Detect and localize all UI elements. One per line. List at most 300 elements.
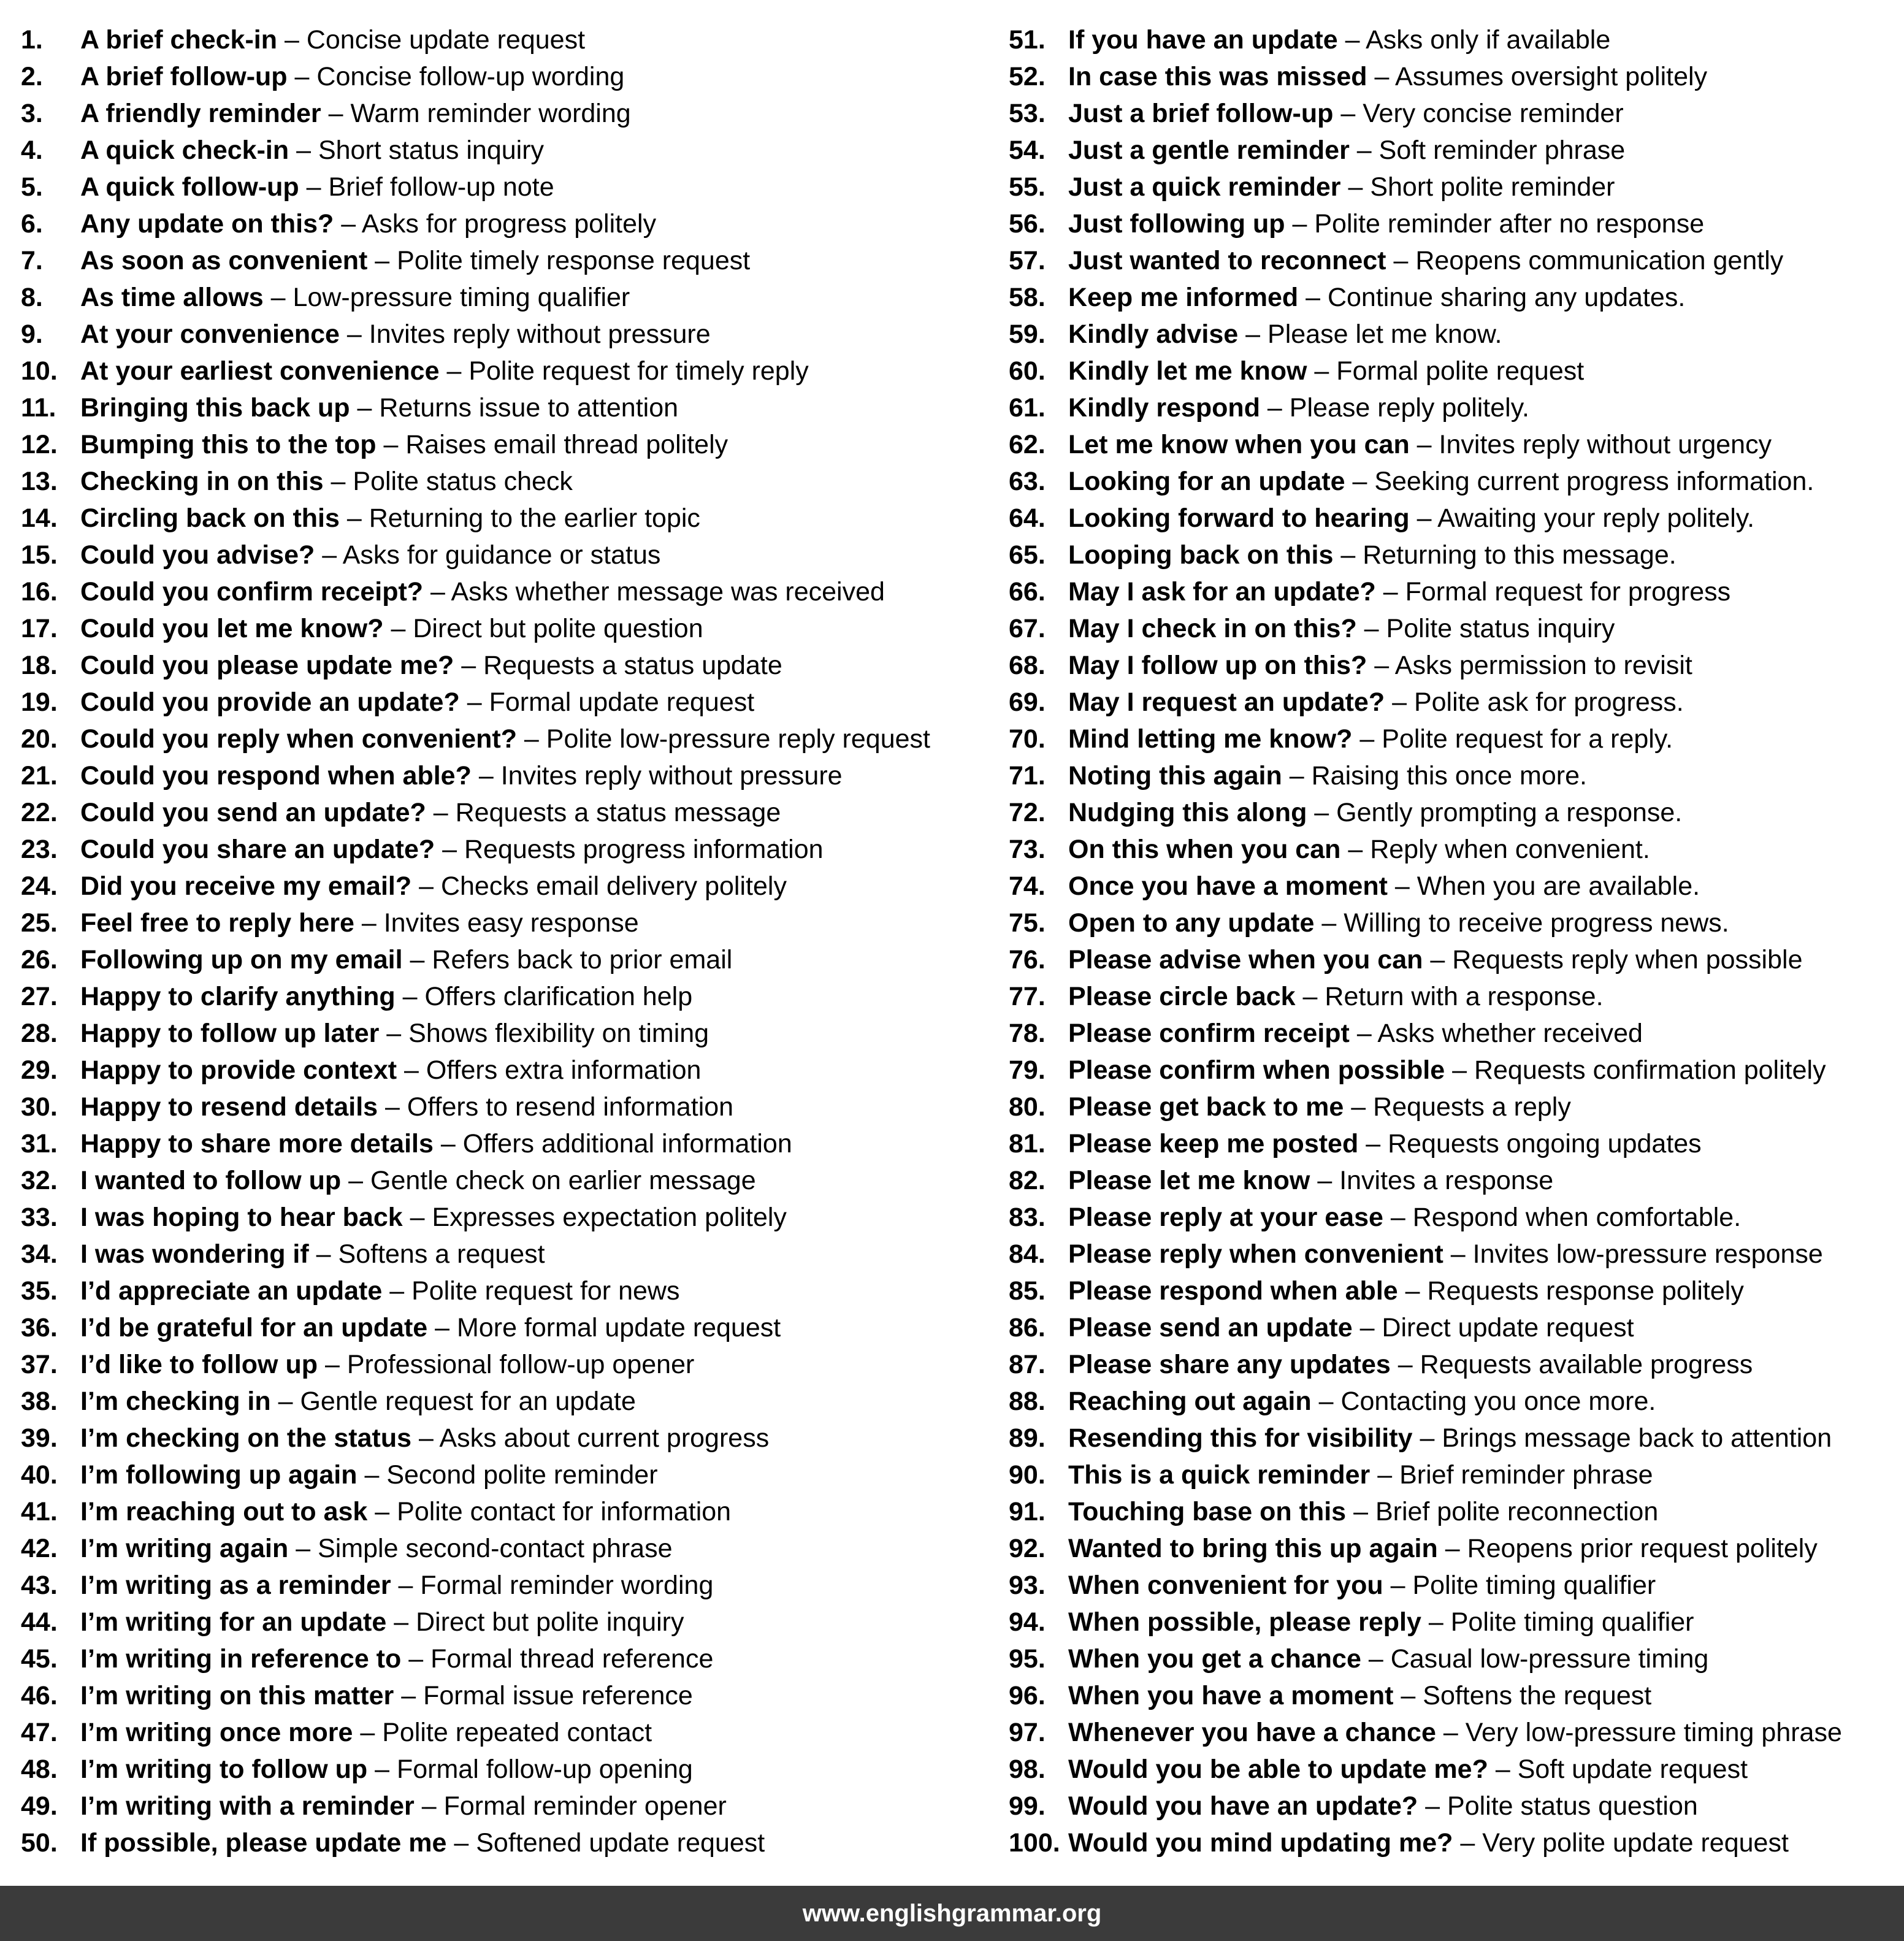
item-phrase: A quick check-in	[80, 136, 289, 165]
item-separator: –	[1425, 1791, 1440, 1821]
item-separator: –	[1348, 835, 1363, 864]
item-number: 43.	[21, 1571, 58, 1600]
item-separator: –	[1345, 25, 1360, 55]
item-separator: –	[1401, 1681, 1416, 1710]
list-item	[21, 978, 977, 1015]
item-separator: –	[421, 1791, 437, 1821]
item-description: Willing to receive progress news.	[1344, 908, 1729, 938]
list-item	[1009, 1199, 1892, 1236]
item-description: Polite timing qualifier	[1412, 1571, 1656, 1600]
item-separator: –	[1340, 540, 1356, 570]
item-number: 95.	[1009, 1644, 1046, 1674]
item-description: Polite contact for information	[397, 1497, 732, 1526]
item-number: 59.	[1009, 320, 1046, 349]
item-description: Expresses expectation politely	[432, 1203, 787, 1232]
item-phrase: Wanted to bring this up again	[1068, 1534, 1438, 1563]
item-separator: –	[385, 1092, 400, 1122]
item-number: 22.	[21, 798, 58, 827]
item-number: 51.	[1009, 25, 1046, 55]
item-number: 67.	[1009, 614, 1046, 643]
item-separator: –	[1374, 651, 1390, 680]
item-number: 76.	[1009, 945, 1046, 974]
item-phrase: Whenever you have a chance	[1068, 1718, 1436, 1747]
item-separator: –	[1317, 1166, 1332, 1195]
list-item	[21, 1567, 977, 1604]
item-phrase: Did you receive my email?	[80, 871, 412, 901]
item-phrase: Please get back to me	[1068, 1092, 1344, 1122]
list-item	[21, 1420, 977, 1457]
item-description: Reopens prior request politely	[1467, 1534, 1818, 1563]
list-item	[21, 905, 977, 941]
item-number: 4.	[21, 136, 43, 165]
item-separator: –	[360, 1718, 375, 1747]
item-description: Please let me know.	[1267, 320, 1502, 349]
item-description: Polite low-pressure reply request	[546, 724, 930, 754]
list-item	[1009, 978, 1892, 1015]
item-number: 97.	[1009, 1718, 1046, 1747]
item-number: 16.	[21, 577, 58, 607]
item-separator: –	[1245, 320, 1261, 349]
item-separator: –	[1348, 172, 1363, 202]
list-item	[1009, 573, 1892, 610]
item-separator: –	[1267, 393, 1282, 423]
item-separator: –	[389, 1276, 405, 1306]
item-description: Softens the request	[1423, 1681, 1652, 1710]
item-phrase: Open to any update	[1068, 908, 1315, 938]
left-column	[21, 21, 977, 1861]
item-separator: –	[478, 761, 494, 791]
item-number: 1.	[21, 25, 43, 55]
list-item	[1009, 1236, 1892, 1273]
item-phrase: I’m following up again	[80, 1460, 357, 1490]
item-number: 81.	[1009, 1129, 1046, 1158]
item-description: More formal update request	[457, 1313, 781, 1342]
list-item	[21, 169, 977, 205]
item-separator: –	[324, 1350, 340, 1379]
item-separator: –	[430, 577, 445, 607]
list-item	[1009, 1493, 1892, 1530]
list-item	[1009, 463, 1892, 500]
item-description: Requests available progress	[1420, 1350, 1753, 1379]
item-phrase: Could you confirm receipt?	[80, 577, 424, 607]
item-description: Requests progress information	[464, 835, 824, 864]
item-description: Continue sharing any updates.	[1327, 283, 1686, 312]
item-separator: –	[294, 62, 310, 91]
item-number: 19.	[21, 687, 58, 717]
item-phrase: Please keep me posted	[1068, 1129, 1359, 1158]
item-phrase: When you get a chance	[1068, 1644, 1361, 1674]
item-number: 74.	[1009, 871, 1046, 901]
list-item	[21, 1714, 977, 1751]
item-phrase: Just following up	[1068, 209, 1285, 239]
item-description: Formal issue reference	[423, 1681, 693, 1710]
item-phrase: I’m writing as a reminder	[80, 1571, 391, 1600]
item-description: Reopens communication gently	[1415, 246, 1784, 275]
item-description: Concise update request	[306, 25, 586, 55]
item-separator: –	[1443, 1718, 1458, 1747]
item-phrase: In case this was missed	[1068, 62, 1367, 91]
item-separator: –	[419, 871, 434, 901]
list-item	[21, 1236, 977, 1273]
item-description: Concise follow-up wording	[316, 62, 625, 91]
item-separator: –	[386, 1019, 402, 1048]
item-description: Invites reply without pressure	[500, 761, 843, 791]
list-item	[21, 1273, 977, 1309]
item-description: Asks only if available	[1366, 25, 1611, 55]
item-description: Offers to resend information	[407, 1092, 734, 1122]
list-item	[21, 1015, 977, 1052]
item-phrase: Any update on this?	[80, 209, 334, 239]
item-description: Second polite reminder	[386, 1460, 658, 1490]
item-number: 57.	[1009, 246, 1046, 275]
list-item	[1009, 279, 1892, 316]
list-item	[1009, 1677, 1892, 1714]
item-number: 48.	[21, 1755, 58, 1784]
item-description: Awaiting your reply politely.	[1437, 503, 1755, 533]
list-item	[21, 1640, 977, 1677]
item-number: 40.	[21, 1460, 58, 1490]
item-number: 31.	[21, 1129, 58, 1158]
list-item	[21, 500, 977, 537]
list-item	[21, 58, 977, 95]
item-description: Softened update request	[476, 1828, 765, 1858]
item-description: Polite status check	[353, 467, 573, 496]
item-phrase: Nudging this along	[1068, 798, 1307, 827]
item-separator: –	[1314, 798, 1329, 827]
item-number: 11.	[21, 393, 56, 423]
list-item	[21, 1788, 977, 1824]
item-separator: –	[1417, 503, 1432, 533]
item-separator: –	[346, 503, 362, 533]
item-separator: –	[1351, 1092, 1366, 1122]
item-number: 60.	[1009, 356, 1046, 386]
item-phrase: Please advise when you can	[1068, 945, 1423, 974]
item-description: Very concise reminder	[1363, 99, 1624, 128]
item-phrase: Following up on my email	[80, 945, 403, 974]
item-separator: –	[346, 320, 362, 349]
item-description: Offers additional information	[462, 1129, 792, 1158]
item-number: 50.	[21, 1828, 58, 1858]
item-description: Respond when comfortable.	[1412, 1203, 1742, 1232]
item-number: 86.	[1009, 1313, 1046, 1342]
item-description: Requests a status update	[483, 651, 782, 680]
item-phrase: I’m writing again	[80, 1534, 289, 1563]
list-item	[21, 721, 977, 757]
list-item	[1009, 941, 1892, 978]
item-number: 70.	[1009, 724, 1046, 754]
item-phrase: I’m writing on this matter	[80, 1681, 394, 1710]
item-number: 25.	[21, 908, 58, 938]
item-description: Returns issue to attention	[379, 393, 679, 423]
item-number: 10.	[21, 356, 58, 386]
item-phrase: Would you be able to update me?	[1068, 1755, 1488, 1784]
list-item	[21, 1493, 977, 1530]
item-phrase: May I request an update?	[1068, 687, 1385, 717]
item-description: Gentle request for an update	[300, 1387, 636, 1416]
item-number: 63.	[1009, 467, 1046, 496]
item-phrase: I’d appreciate an update	[80, 1276, 383, 1306]
item-description: Polite request for timely reply	[468, 356, 809, 386]
item-separator: –	[461, 651, 476, 680]
item-separator: –	[418, 1423, 434, 1453]
item-separator: –	[404, 1055, 419, 1085]
item-description: Direct but polite inquiry	[416, 1607, 684, 1637]
item-phrase: I’m checking in	[80, 1387, 271, 1416]
list-item	[21, 537, 977, 573]
item-separator: –	[1377, 1460, 1393, 1490]
item-number: 34.	[21, 1239, 58, 1269]
list-item	[21, 1383, 977, 1420]
item-number: 27.	[21, 982, 58, 1011]
item-description: Asks whether received	[1377, 1019, 1643, 1048]
item-phrase: A brief check-in	[80, 25, 277, 55]
item-number: 96.	[1009, 1681, 1046, 1710]
item-description: Asks whether message was received	[451, 577, 885, 607]
list-item	[1009, 647, 1892, 684]
item-number: 36.	[21, 1313, 58, 1342]
item-phrase: I was hoping to hear back	[80, 1203, 403, 1232]
item-separator: –	[398, 1571, 413, 1600]
item-separator: –	[1302, 982, 1318, 1011]
item-number: 68.	[1009, 651, 1046, 680]
list-item	[1009, 21, 1892, 58]
item-description: Formal reminder opener	[443, 1791, 727, 1821]
list-item	[1009, 58, 1892, 95]
item-number: 98.	[1009, 1755, 1046, 1784]
list-item	[1009, 1530, 1892, 1567]
footer-bar	[0, 1886, 1904, 1941]
item-phrase: Would you mind updating me?	[1068, 1828, 1453, 1858]
item-number: 30.	[21, 1092, 58, 1122]
item-phrase: Resending this for visibility	[1068, 1423, 1413, 1453]
item-description: Requests reply when possible	[1452, 945, 1803, 974]
item-number: 85.	[1009, 1276, 1046, 1306]
item-description: Direct but polite question	[413, 614, 703, 643]
list-item	[1009, 721, 1892, 757]
item-phrase: A friendly reminder	[80, 99, 321, 128]
item-description: Requests ongoing updates	[1388, 1129, 1702, 1158]
item-phrase: At your earliest convenience	[80, 356, 440, 386]
list-item	[1009, 389, 1892, 426]
item-description: Asks permission to revisit	[1394, 651, 1692, 680]
item-number: 32.	[21, 1166, 58, 1195]
item-description: Reply when convenient.	[1370, 835, 1650, 864]
item-description: Formal reminder wording	[420, 1571, 714, 1600]
item-number: 6.	[21, 209, 43, 239]
item-separator: –	[1390, 1571, 1405, 1600]
item-separator: –	[1356, 136, 1372, 165]
list-item	[21, 1309, 977, 1346]
item-description: Brief reminder phrase	[1399, 1460, 1653, 1490]
item-description: Polite reminder after no response	[1314, 209, 1705, 239]
item-number: 13.	[21, 467, 58, 496]
item-separator: –	[1392, 687, 1407, 717]
item-phrase: On this when you can	[1068, 835, 1341, 864]
item-phrase: I’d be grateful for an update	[80, 1313, 428, 1342]
list-item	[1009, 353, 1892, 389]
item-phrase: Could you share an update?	[80, 835, 435, 864]
item-description: Formal polite request	[1336, 356, 1585, 386]
item-description: Checks email delivery politely	[440, 871, 787, 901]
item-number: 23.	[21, 835, 58, 864]
item-number: 53.	[1009, 99, 1046, 128]
item-number: 14.	[21, 503, 58, 533]
item-number: 92.	[1009, 1534, 1046, 1563]
item-number: 24.	[21, 871, 58, 901]
item-number: 91.	[1009, 1497, 1046, 1526]
item-phrase: Just a brief follow-up	[1068, 99, 1334, 128]
item-phrase: I’m writing with a reminder	[80, 1791, 415, 1821]
item-separator: –	[322, 540, 337, 570]
item-separator: –	[296, 136, 311, 165]
list-item	[1009, 500, 1892, 537]
item-number: 73.	[1009, 835, 1046, 864]
item-number: 58.	[1009, 283, 1046, 312]
item-number: 94.	[1009, 1607, 1046, 1637]
item-description: Returning to the earlier topic	[369, 503, 700, 533]
list-item	[21, 1677, 977, 1714]
item-description: Formal request for progress	[1405, 577, 1731, 607]
item-separator: –	[1314, 356, 1329, 386]
item-phrase: Please reply at your ease	[1068, 1203, 1383, 1232]
list-item	[1009, 1015, 1892, 1052]
item-separator: –	[1450, 1239, 1466, 1269]
item-separator: –	[408, 1644, 424, 1674]
item-number: 9.	[21, 320, 43, 349]
item-description: Gently prompting a response.	[1336, 798, 1683, 827]
item-description: Formal update request	[489, 687, 755, 717]
item-description: Contacting you once more.	[1340, 1387, 1656, 1416]
item-separator: –	[1374, 62, 1390, 91]
list-item	[21, 1052, 977, 1089]
list-item	[21, 573, 977, 610]
item-phrase: Please confirm receipt	[1068, 1019, 1350, 1048]
item-number: 15.	[21, 540, 58, 570]
list-item	[1009, 1089, 1892, 1125]
item-separator: –	[1428, 1607, 1443, 1637]
item-number: 82.	[1009, 1166, 1046, 1195]
item-separator: –	[1445, 1534, 1460, 1563]
item-description: Please reply politely.	[1289, 393, 1529, 423]
item-description: Raising this once more.	[1311, 761, 1587, 791]
item-number: 77.	[1009, 982, 1046, 1011]
list-item	[1009, 1346, 1892, 1383]
item-number: 46.	[21, 1681, 58, 1710]
item-description: Polite status inquiry	[1386, 614, 1615, 643]
item-separator: –	[1495, 1755, 1510, 1784]
item-phrase: Could you let me know?	[80, 614, 384, 643]
item-separator: –	[1364, 614, 1379, 643]
item-description: Formal thread reference	[430, 1644, 714, 1674]
item-phrase: Would you have an update?	[1068, 1791, 1418, 1821]
item-phrase: As soon as convenient	[80, 246, 368, 275]
item-description: Offers clarification help	[424, 982, 693, 1011]
item-phrase: Bringing this back up	[80, 393, 350, 423]
item-phrase: Kindly let me know	[1068, 356, 1307, 386]
item-description: When you are available.	[1417, 871, 1700, 901]
item-number: 45.	[21, 1644, 58, 1674]
item-description: Assumes oversight politely	[1395, 62, 1708, 91]
list-item	[1009, 1309, 1892, 1346]
list-item	[1009, 1457, 1892, 1493]
item-separator: –	[1368, 1644, 1383, 1674]
item-phrase: Noting this again	[1068, 761, 1282, 791]
item-phrase: Please respond when able	[1068, 1276, 1398, 1306]
list-item	[21, 1199, 977, 1236]
item-description: Asks about current progress	[439, 1423, 770, 1453]
list-item	[21, 279, 977, 316]
item-separator: –	[1318, 1387, 1334, 1416]
item-separator: –	[1292, 209, 1307, 239]
item-number: 83.	[1009, 1203, 1046, 1232]
item-description: Requests a reply	[1373, 1092, 1571, 1122]
list-item	[21, 242, 977, 279]
item-description: Polite timely response request	[397, 246, 751, 275]
item-phrase: Just a gentle reminder	[1068, 136, 1350, 165]
item-phrase: Happy to share more details	[80, 1129, 434, 1158]
item-number: 69.	[1009, 687, 1046, 717]
item-description: Brief polite reconnection	[1375, 1497, 1659, 1526]
item-number: 80.	[1009, 1092, 1046, 1122]
item-separator: –	[454, 1828, 469, 1858]
item-number: 72.	[1009, 798, 1046, 827]
item-phrase: I was wondering if	[80, 1239, 309, 1269]
list-item	[1009, 95, 1892, 132]
item-phrase: Please circle back	[1068, 982, 1296, 1011]
item-phrase: This is a quick reminder	[1068, 1460, 1371, 1490]
item-separator: –	[1352, 467, 1367, 496]
item-phrase: Could you respond when able?	[80, 761, 472, 791]
item-description: Very low-pressure timing phrase	[1465, 1718, 1842, 1747]
item-separator: –	[467, 687, 482, 717]
item-phrase: I’d like to follow up	[80, 1350, 318, 1379]
list-item	[21, 21, 977, 58]
footer-url[interactable]: www.englishgrammar.org	[802, 1900, 1102, 1927]
item-number: 65.	[1009, 540, 1046, 570]
list-item	[21, 1346, 977, 1383]
item-number: 41.	[21, 1497, 58, 1526]
item-number: 88.	[1009, 1387, 1046, 1416]
item-number: 35.	[21, 1276, 58, 1306]
item-separator: –	[348, 1166, 364, 1195]
item-phrase: Happy to follow up later	[80, 1019, 380, 1048]
item-number: 75.	[1009, 908, 1046, 938]
list-item	[1009, 242, 1892, 279]
item-separator: –	[1321, 908, 1337, 938]
item-separator: –	[1460, 1828, 1475, 1858]
item-description: Refers back to prior email	[432, 945, 733, 974]
list-item	[1009, 868, 1892, 905]
item-number: 61.	[1009, 393, 1046, 423]
item-description: Offers extra information	[426, 1055, 702, 1085]
item-description: Invites easy response	[383, 908, 639, 938]
item-phrase: Kindly advise	[1068, 320, 1239, 349]
item-number: 49.	[21, 1791, 58, 1821]
list-item	[1009, 205, 1892, 242]
list-item	[21, 1751, 977, 1788]
item-separator: –	[401, 1681, 416, 1710]
item-description: Casual low-pressure timing	[1390, 1644, 1709, 1674]
item-separator: –	[442, 835, 457, 864]
item-separator: –	[1289, 761, 1304, 791]
list-item	[21, 757, 977, 794]
item-separator: –	[1353, 1497, 1368, 1526]
item-separator: –	[410, 1203, 425, 1232]
item-separator: –	[1359, 1313, 1375, 1342]
item-description: Invites reply without pressure	[369, 320, 711, 349]
item-phrase: If possible, please update me	[80, 1828, 447, 1858]
item-description: Polite repeated contact	[382, 1718, 652, 1747]
